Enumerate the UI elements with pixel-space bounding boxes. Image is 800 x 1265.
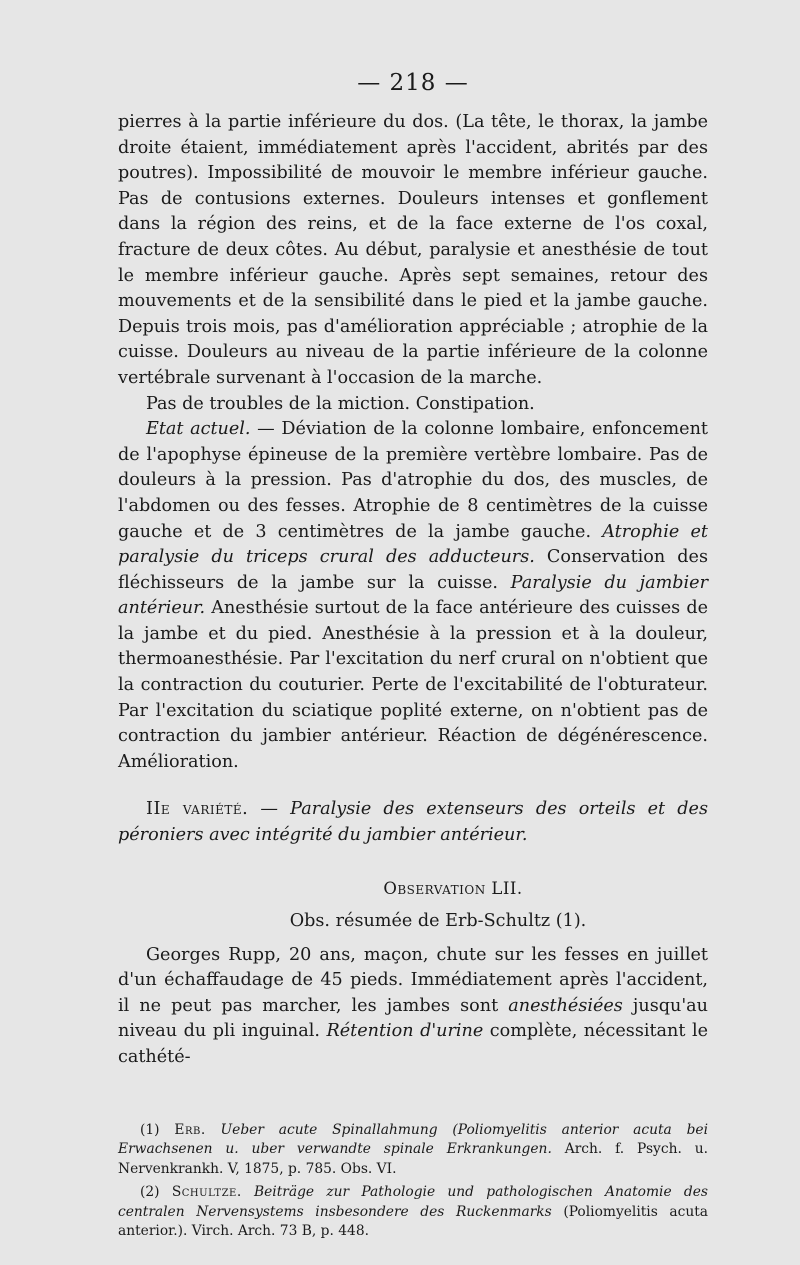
paragraph-georges-rupp	[118, 943, 708, 1071]
paragraph-text: Georges Rupp, 20 ans, maçon, chute sur les fesses en juillet d'un échaffaudage de 45 pieds. Immédiatement après l'accident, il ne peut pas marcher, les jambes sont	[118, 944, 708, 1016]
italic-phrase: Paralysie du jambier antérieur.	[118, 572, 708, 619]
italic-phrase: anesthésiées	[508, 995, 623, 1016]
paragraph-text: jusqu'au niveau du pli inguinal.	[118, 995, 708, 1042]
paragraph-text: — Déviation de la colonne lombaire, enfoncement de l'apophyse épineuse de la première vertèbre lombaire. Pas de douleurs à la pression. Pas d'atrophie du dos, des muscles, de l'abdomen ou des fesses. Atrophie de 8 centimètres de la cuisse gauche et de 3 centimètres de la jambe gauche.	[118, 419, 708, 542]
page-number: — 218 —	[357, 70, 469, 96]
footnote-2	[118, 1183, 708, 1242]
footnote-title: Beiträge zur Pathologie und pathologischen Anatomie des centralen Nervensystems insbesondere des Ruckenmarks	[118, 1184, 708, 1220]
footnote-reference: (Poliomyelitis acuta anterior.). Virch. Arch. 73 B, p. 448.	[118, 1203, 708, 1240]
paragraph-case-history: pierres à la partie inférieure du dos. (La tête, le thorax, la jambe droite étaient, immédiatement après l'accident, abrités par des poutres). Impossibilité de mouvoir le membre inférieur gauche. Pas de contusions externes. Douleurs intenses et gonflement dans la région des reins, et de la face externe de l'os coxal, fracture de deux côtes. Au début, paralysie et anesthésie de tout le membre inférieur gauche. Après sept semaines, retour des mouvements et de la sensibilité dans le pied et la jambe gauche. Depuis trois mois, pas d'amélioration appréciable ; atrophie de la cuisse. Douleurs au niveau de la partie inférieure de la colonne vertébrale survenant à l'occasion de la marche.	[118, 112, 708, 388]
italic-phrase: Atrophie et paralysie du triceps crural des adducteurs.	[118, 521, 708, 568]
paragraph-text: complète, nécessitant le cathété-	[118, 1021, 708, 1067]
observation-title: Observation LII.	[383, 878, 523, 898]
paragraph-etat-actuel	[118, 417, 708, 775]
footnote-number: (1)	[140, 1121, 175, 1138]
italic-phrase: Rétention d'urine	[326, 1021, 484, 1042]
etat-actuel-heading: Etat actuel.	[146, 419, 251, 440]
observation-subtitle: Obs. résumée de Erb-Schultz (1).	[289, 910, 587, 931]
paragraph-text: Anesthésie surtout de la face antérieure des cuisses de la jambe et du pied. Anesthésie à la pression et à la douleur, thermoanesthésie. Par l'excitation du nerf crural on n'obtient que la contraction du couturier. Perte de l'excitabilité de l'obturateur. Par l'excitation du sciatique poplité externe, on n'obtient pas de contraction du jambier antérieur. Réaction de dégénérescence. Amélioration.	[118, 598, 708, 772]
footnotes	[118, 1121, 708, 1242]
variety-description: — Paralysie des extenseurs des orteils et des péroniers avec intégrité du jambier antérieur.	[118, 799, 708, 846]
paragraph-text: Conservation des fléchisseurs de la jambe sur la cuisse.	[118, 547, 708, 593]
footnote-number: (2)	[140, 1184, 172, 1201]
footnote-reference: Arch. f. Psych. u. Nervenkrankh. V, 1875, p. 785. Obs. VI.	[118, 1141, 708, 1177]
footnote-1	[118, 1121, 708, 1180]
paragraph-miction: Pas de troubles de la miction. Constipation.	[146, 393, 535, 414]
footnote-author: Erb.	[174, 1121, 206, 1138]
footnote-title: Ueber acute Spinallahmung (Poliomyelitis anterior acuta bei Erwachsenen u. uber verwandte spinale Erkrankungen.	[118, 1121, 708, 1158]
variety-label: IIe variété.	[146, 799, 249, 820]
variety-heading	[118, 797, 708, 848]
footnote-author: Schultze.	[171, 1184, 242, 1201]
